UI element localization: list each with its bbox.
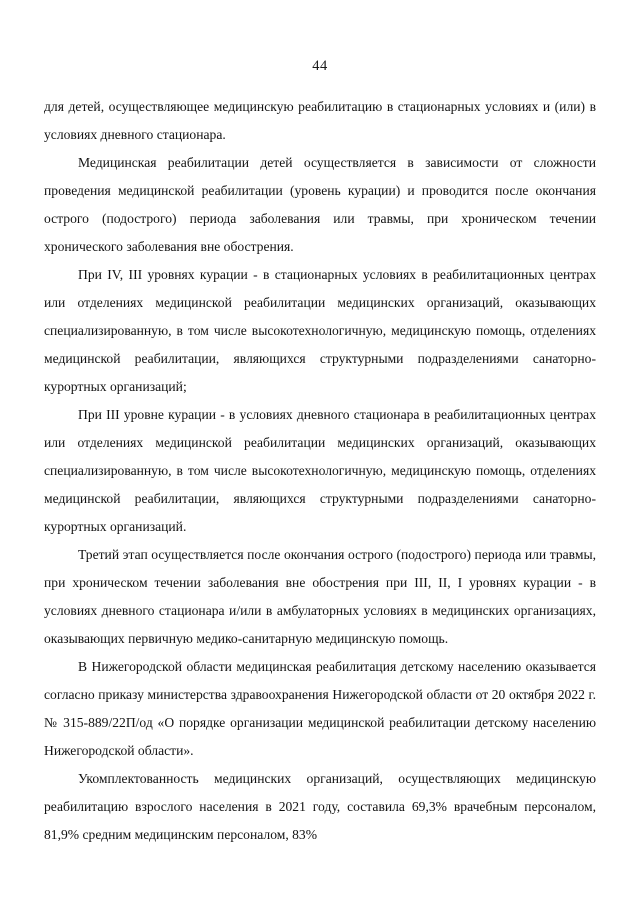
- paragraph: Укомплектованность медицинских организаций, осуществляющих медицинскую реабилитацию взрослого населения в 2021 году, составила 69,3% врачебным персоналом, 81,9% средним медицинским персоналом, 83%: [44, 771, 596, 842]
- document-body: [44, 93, 596, 849]
- paragraph: для детей, осуществляющее медицинскую реабилитацию в стационарных условиях и (или) в условиях дневного стационара.: [44, 99, 596, 142]
- paragraph: При III уровне курации - в условиях дневного стационара в реабилитационных центрах или отделениях медицинской реабилитации медицинских организаций, оказывающих специализированную, в том числе высокотехнологичную, медицинскую помощь, отделениях медицинской реабилитации, являющихся структурными подразделениями санаторно-курортных организаций.: [44, 407, 596, 534]
- paragraph: При IV, III уровнях курации - в стационарных условиях в реабилитационных центрах или отделениях медицинской реабилитации медицинских организаций, оказывающих специализированную, в том числе высокотехнологичную, медицинскую помощь, отделениях медицинской реабилитации, являющихся структурными подразделениями санаторно-курортных организаций;: [44, 267, 596, 394]
- paragraph: Третий этап осуществляется после окончания острого (подострого) периода или травмы, при хроническом течении заболевания вне обострения при III, II, I уровнях курации - в условиях дневного стационара и/или в амбулаторных условиях в медицинских организациях, оказывающих первичную медико-санитарную медицинскую помощь.: [44, 547, 596, 646]
- paragraph: Медицинская реабилитации детей осуществляется в зависимости от сложности проведения медицинской реабилитации (уровень курации) и проводится после окончания острого (подострого) периода заболевания или травмы, при хроническом течении хронического заболевания вне обострения.: [44, 155, 596, 254]
- page-number: 44: [312, 58, 328, 74]
- paragraph: В Нижегородской области медицинская реабилитация детскому населению оказывается согласно приказу министерства здравоохранения Нижегородской области от 20 октября 2022 г. № 315-889/22П/од «О порядке организации медицинской реабилитации детскому населению Нижегородской области».: [44, 659, 596, 758]
